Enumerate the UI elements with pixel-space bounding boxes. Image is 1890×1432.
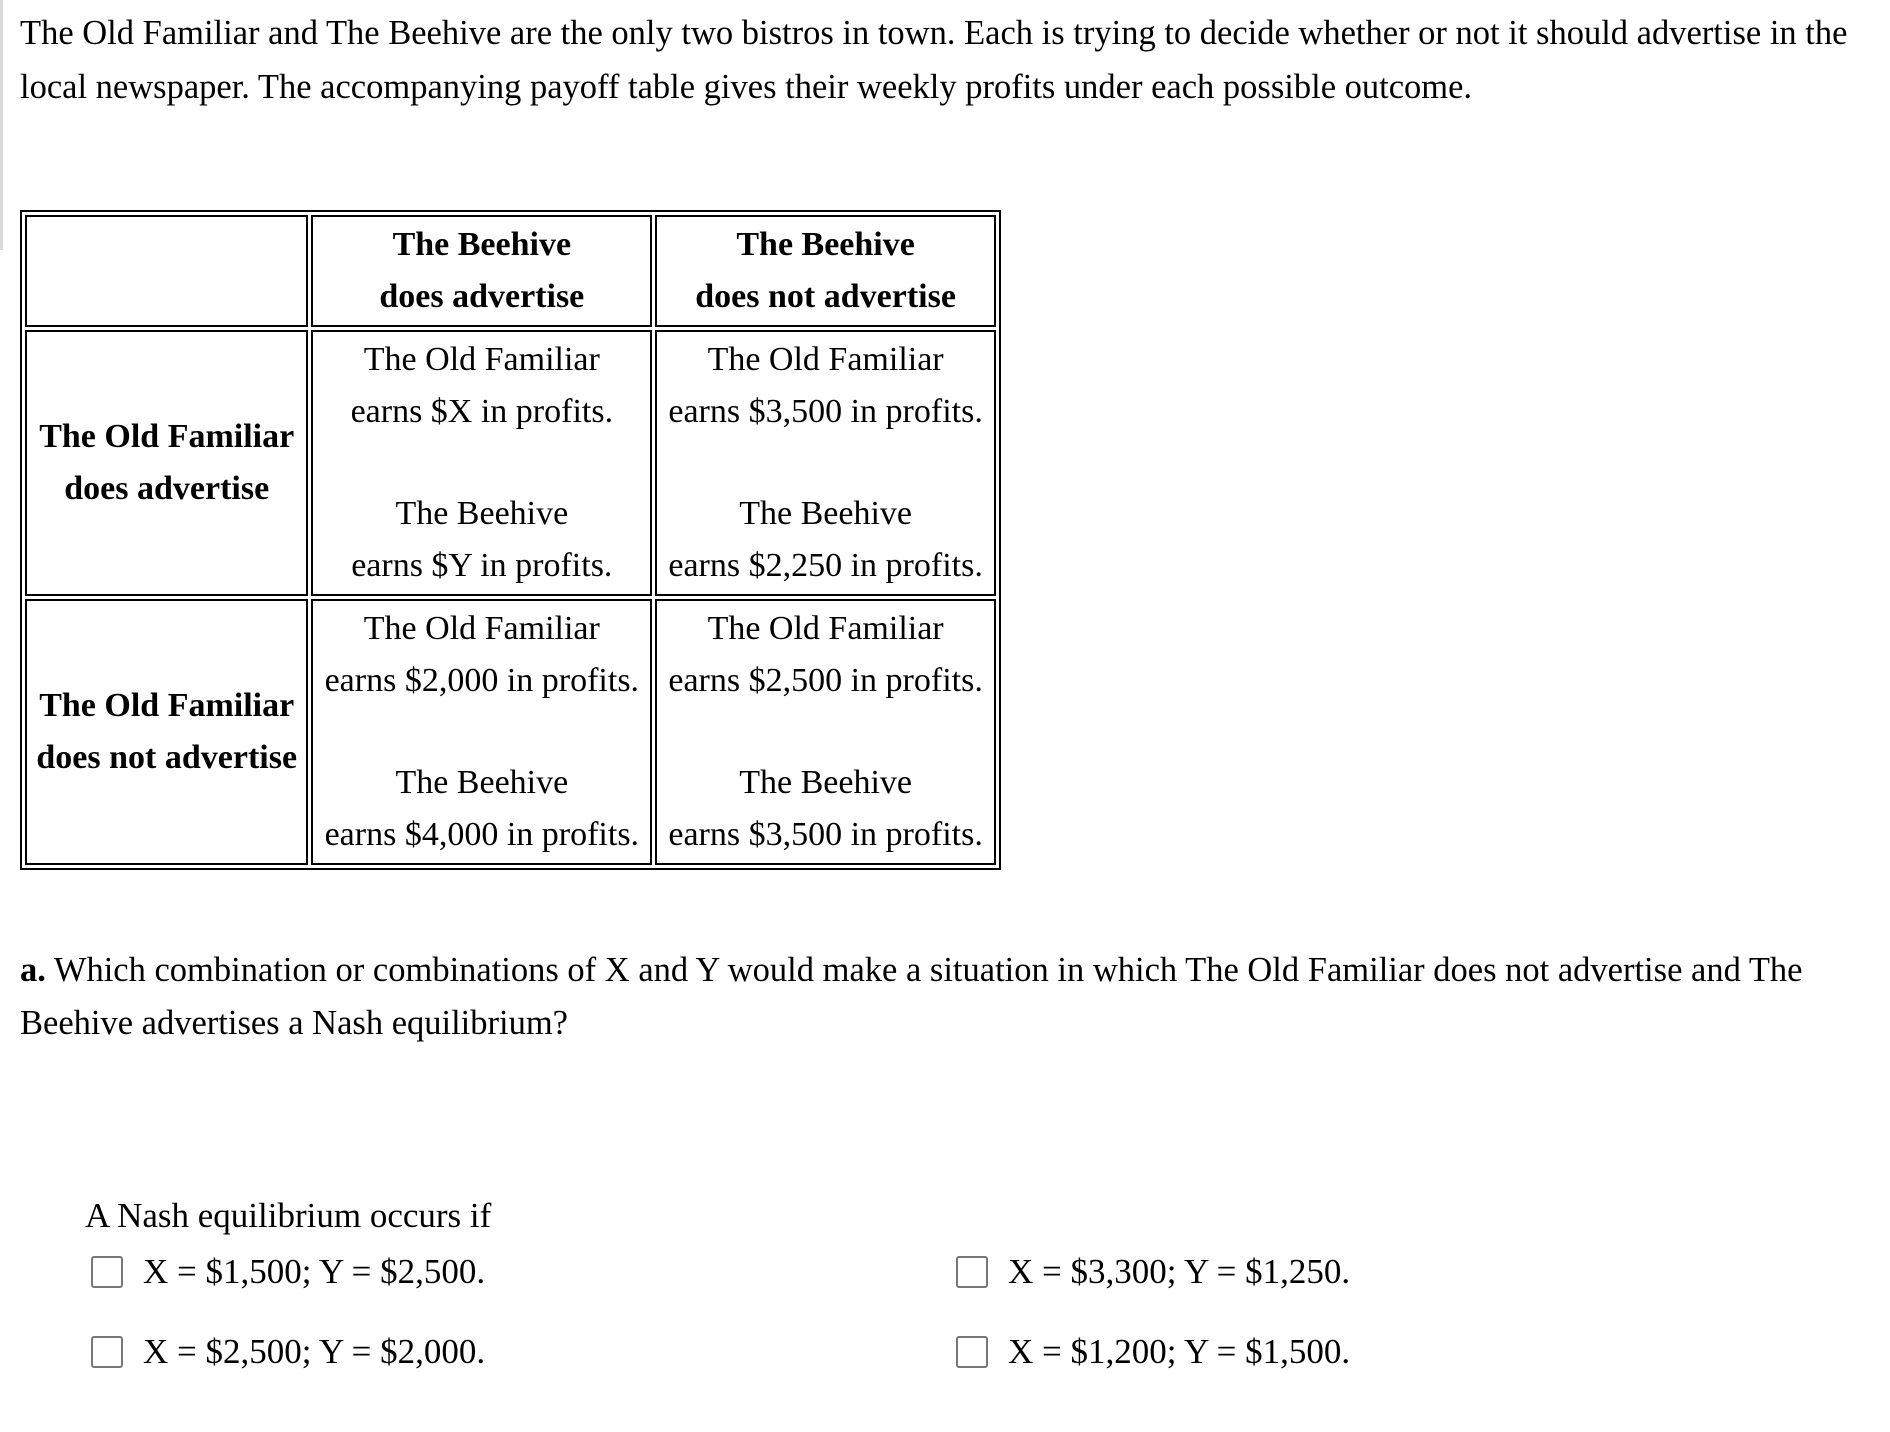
beehive-label: The Beehive: [739, 495, 912, 532]
corner-cell: [25, 215, 308, 327]
option-text: X = $3,300; Y = $1,250.: [1008, 1252, 1351, 1291]
col-header-line1: The Beehive: [392, 226, 572, 263]
old-familiar-label: The Old Familiar: [363, 610, 600, 647]
checkbox[interactable]: [956, 1336, 988, 1368]
beehive-label: The Beehive: [739, 764, 912, 801]
question-a: [20, 944, 1880, 1050]
cell-spacer: [657, 438, 994, 488]
old-familiar-label: The Old Familiar: [363, 341, 600, 378]
payoff-row-old-familiar-advertise: [25, 330, 996, 596]
beehive-profit: earns $2,250 in profits.: [668, 547, 983, 584]
row-header-old-familiar-not-advertise: [25, 599, 308, 865]
cell-spacer: [313, 438, 650, 488]
question-text: Which combination or combinations of X and Y would make a situation in which The Old Familiar does not advertise and The Beehive advertises a Nash equilibrium?: [20, 951, 1803, 1042]
row-header-old-familiar-advertise: [25, 330, 308, 596]
old-familiar-label: The Old Familiar: [707, 610, 944, 647]
old-familiar-profit: earns $2,500 in profits.: [668, 662, 983, 699]
old-familiar-profit: earns $2,000 in profits.: [324, 662, 640, 699]
old-familiar-profit: earns $X in profits.: [350, 393, 614, 430]
col-header-line2: does advertise: [379, 278, 585, 315]
payoff-header-row: [25, 215, 996, 327]
payoff-table: [20, 210, 1001, 870]
payoff-cell: [311, 599, 652, 865]
answer-prompt: A Nash equilibrium occurs if: [85, 1196, 492, 1235]
col-header-beehive-advertise: [311, 215, 652, 327]
beehive-profit: earns $3,500 in profits.: [668, 816, 983, 853]
option-4[interactable]: [956, 1326, 1350, 1378]
option-1[interactable]: [91, 1246, 485, 1298]
payoff-cell: [311, 330, 652, 596]
option-text: X = $1,500; Y = $2,500.: [143, 1252, 486, 1291]
old-familiar-label: The Old Familiar: [707, 341, 944, 378]
intro-paragraph: The Old Familiar and The Beehive are the only two bistros in town. Each is trying to decide whether or not it should advertise in the local newspaper. The accompanying payoff table gives their weekly profits under each possible outcome.: [20, 14, 1848, 106]
col-header-beehive-not-advertise: [655, 215, 996, 327]
beehive-profit: earns $4,000 in profits.: [324, 816, 640, 853]
cell-spacer: [313, 707, 650, 757]
old-familiar-profit: earns $3,500 in profits.: [668, 393, 983, 430]
payoff-row-old-familiar-not-advertise: [25, 599, 996, 865]
row-header-line1: The Old Familiar: [39, 687, 295, 724]
checkbox[interactable]: [956, 1256, 988, 1288]
payoff-cell: [655, 330, 996, 596]
option-text: X = $2,500; Y = $2,000.: [143, 1332, 486, 1371]
row-header-line2: does advertise: [64, 470, 270, 507]
row-header-line1: The Old Familiar: [39, 418, 295, 455]
col-header-line2: does not advertise: [695, 278, 956, 315]
option-3[interactable]: [91, 1326, 485, 1378]
checkbox[interactable]: [91, 1336, 123, 1368]
checkbox[interactable]: [91, 1256, 123, 1288]
beehive-label: The Beehive: [395, 495, 569, 532]
col-header-line1: The Beehive: [736, 226, 915, 263]
beehive-profit: earns $Y in profits.: [351, 547, 613, 584]
left-edge-rule: [0, 0, 3, 250]
option-text: X = $1,200; Y = $1,500.: [1008, 1332, 1351, 1371]
cell-spacer: [657, 707, 994, 757]
payoff-cell: [655, 599, 996, 865]
option-2[interactable]: [956, 1246, 1350, 1298]
question-label: a.: [20, 951, 46, 989]
beehive-label: The Beehive: [395, 764, 569, 801]
row-header-line2: does not advertise: [36, 739, 298, 776]
